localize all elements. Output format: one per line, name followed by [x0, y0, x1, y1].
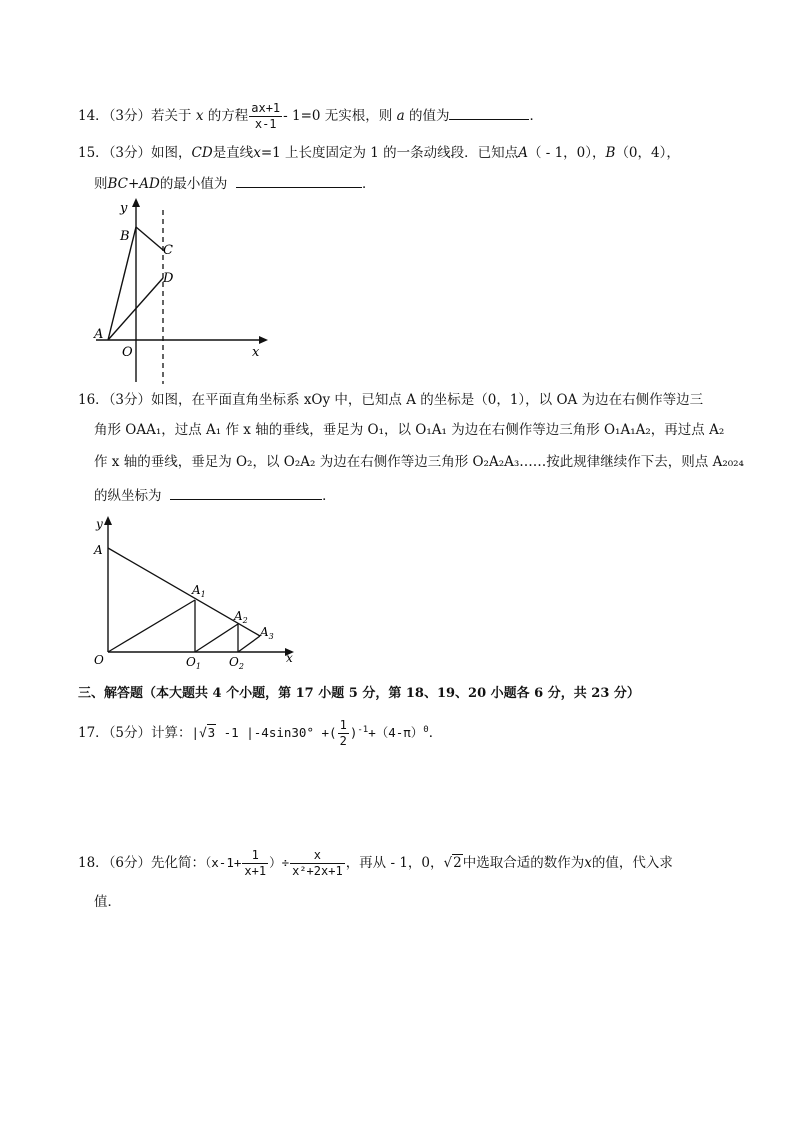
question-text: 的方程	[207, 108, 249, 124]
question-number: 14．	[78, 108, 109, 124]
coordinate-b: （0，4），	[615, 145, 680, 161]
punctuation: ．	[428, 725, 443, 741]
question-text: 中选取合适的数作为	[462, 855, 585, 871]
question-number: 15．	[78, 145, 109, 161]
segment-o-a1	[108, 600, 195, 652]
label-y: y	[120, 201, 128, 216]
question-text: =1 上长度固定为 1 的一条动线段．已知点	[260, 145, 519, 161]
question-text: 如图，在平面直角坐标系 xOy 中，已知点 A 的坐标是（0，1），以 OA 为边在右侧作等边三	[151, 392, 704, 408]
question-text: 角形 OAA₁，过点 A₁ 作 x 轴的垂线，垂足为 O₁，以 O₁A₁ 为边在右侧作等边三角形 O₁A₁A₂，再过点 A₂	[94, 422, 725, 438]
punctuation: ．	[529, 108, 543, 124]
question-score: （3分）	[108, 145, 152, 161]
expression: （x-1+ $\frac{1}{x+1}$ ）÷ $\frac{x}{\text{x²+2x+1}}$	[205, 848, 343, 878]
question-15	[78, 143, 680, 163]
question-17	[78, 718, 442, 749]
question-number: 17．	[78, 725, 109, 741]
question-15-line2	[94, 173, 375, 194]
label-y: y	[96, 517, 103, 531]
question-16-line3	[94, 452, 744, 472]
label-a2: $A_2$	[234, 609, 248, 625]
segment-o2-a3	[238, 636, 260, 652]
question-text: 的值为	[408, 108, 450, 124]
question-text: ，再从 - 1，0，	[345, 855, 444, 871]
q15-figure	[90, 196, 290, 396]
question-16-line4	[94, 485, 336, 506]
answer-blank[interactable]	[236, 173, 362, 188]
sqrt-2: 2	[453, 855, 462, 871]
segment-cd: CD	[191, 145, 213, 161]
question-number: 18．	[78, 855, 109, 871]
segment-bc	[136, 227, 163, 250]
question-text: - 1=0 无实根，则	[283, 108, 393, 124]
fraction-half: $\frac{1}{2}$	[339, 718, 347, 748]
question-score: （6分）	[108, 855, 152, 871]
point-b: B	[605, 145, 616, 161]
answer-blank[interactable]	[170, 485, 322, 500]
question-14	[78, 101, 543, 132]
question-16-line2	[94, 420, 724, 440]
y-axis-arrow	[104, 516, 112, 525]
label-x: x	[286, 651, 293, 665]
question-score: （3分）	[108, 108, 152, 124]
label-a: A	[94, 543, 103, 557]
question-text: 计算：	[151, 725, 192, 741]
expression: |√3 -1 |-4sin30° +( $\frac{1}{2}$ )$^{-1}+(4-\pi)^0$	[191, 718, 429, 748]
label-b: B	[120, 229, 130, 244]
label-o1: $O_1$	[186, 655, 201, 671]
fraction: $\frac{1}{x+1}$	[244, 848, 267, 878]
coordinate-a: （ - 1，0），	[527, 145, 606, 161]
label-a1: $A_1$	[192, 583, 206, 599]
label-a3: $A_3$	[260, 625, 274, 641]
fraction: $\frac{x}{\text{x²+2x+1}}$	[292, 848, 343, 878]
fraction-numerator: ax+1	[251, 101, 281, 115]
label-o: O	[94, 653, 104, 667]
y-axis-arrow	[132, 198, 140, 207]
question-text: 先化简：	[151, 855, 206, 871]
variable-x: x	[195, 108, 204, 124]
fraction	[249, 101, 282, 132]
question-score: （5分）	[108, 725, 152, 741]
label-o: O	[122, 345, 133, 360]
question-text: 是直线	[212, 145, 254, 161]
variable-a: a	[396, 108, 405, 124]
point-a: A	[518, 145, 528, 161]
segment-o1-a2	[195, 624, 238, 652]
question-16	[78, 390, 703, 410]
label-c: C	[163, 243, 173, 258]
section-3-title: 三、解答题（本大题共 4 个小题，第 17 小题 5 分，第 18、19、20 小题各 6 分，共 23 分）	[78, 686, 640, 701]
punctuation: ．	[322, 488, 336, 504]
question-text: 的纵坐标为	[94, 488, 162, 504]
question-18: 18．（6分）先化简：（x-1+ $\frac{1}{x+1}$ ）÷ $\frac{x}{\text{x²+2x+1}}$ ，再从 - 1，0，√2中选取合适的数作为x的值，代入求	[78, 848, 673, 878]
question-text: 作 x 轴的垂线，垂足为 O₂，以 O₂A₂ 为边在右侧作等边三角形 O₂A₂A₃……按此规律继续作下去，则点 A₂₀₂₄	[94, 454, 744, 470]
label-o2: $O_2$	[229, 655, 244, 671]
question-18-line2: 值．	[94, 894, 121, 910]
answer-blank[interactable]	[449, 105, 529, 120]
label-x: x	[252, 345, 260, 360]
x-axis-arrow	[259, 336, 268, 344]
question-text: 若关于	[151, 108, 192, 124]
q16-figure	[88, 512, 308, 672]
question-number: 16．	[78, 392, 109, 408]
variable-x: x	[584, 855, 592, 871]
fraction-denominator: x-1	[254, 117, 277, 131]
question-text: 的最小值为	[159, 176, 228, 192]
question-text: 的值，代入求	[591, 855, 673, 871]
punctuation: ．	[361, 176, 376, 192]
variable-x: x	[253, 145, 261, 161]
question-score: （3分）	[108, 392, 152, 408]
label-a: A	[94, 327, 104, 342]
question-text: 如图，	[151, 145, 192, 161]
label-d: D	[163, 271, 174, 286]
expression: BC+AD	[107, 176, 160, 192]
question-text: 则	[94, 176, 108, 192]
